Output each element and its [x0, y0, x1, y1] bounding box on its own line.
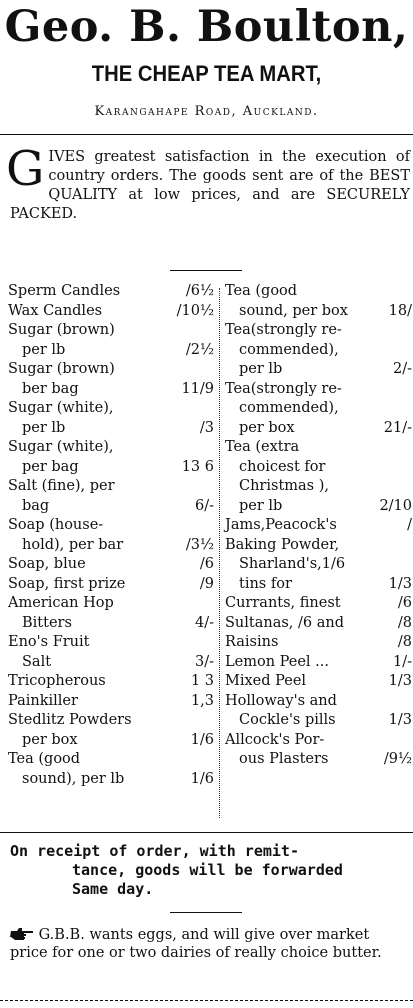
item-name-continued: Cockle's pills — [239, 712, 336, 728]
item-price: 1,3 — [190, 692, 214, 709]
price-item — [8, 438, 214, 477]
item-name: American Hop — [8, 595, 114, 611]
item-name: Sugar (brown) — [8, 322, 115, 338]
price-item — [8, 302, 214, 322]
item-name: Sugar (white), — [8, 400, 114, 416]
price-item — [225, 438, 412, 516]
item-price: /8 — [397, 614, 412, 631]
pointing-hand-icon — [10, 927, 34, 941]
drop-cap: G — [6, 141, 45, 197]
item-name: Raisins — [225, 634, 279, 650]
column-divider — [219, 288, 220, 818]
item-price: /3 — [199, 419, 214, 436]
item-price: /8 — [397, 634, 412, 650]
price-item — [225, 516, 412, 536]
price-item — [8, 575, 214, 595]
item-name-continued: per lb — [239, 497, 283, 514]
item-name-continued: per bag — [22, 458, 79, 475]
price-list-left-column — [8, 282, 214, 789]
item-name: Jams,Peacock's — [225, 517, 337, 533]
intro-text: IVES greatest satisfaction in the execution of country orders. The goods sent are of the BEST QUALITY at low prices, and are SECURELY PACKED. — [10, 149, 410, 222]
item-price: /6 — [397, 595, 412, 611]
advert-subtitle: THE CHEAP TEA MART, — [91, 61, 322, 86]
item-price: 1 3 — [190, 673, 214, 689]
item-name-continued: ber bag — [22, 380, 79, 397]
price-item — [8, 692, 214, 712]
price-item — [8, 321, 214, 360]
item-name: Holloway's and — [225, 692, 337, 709]
item-price: 21/- — [383, 419, 412, 436]
advert-address: Karangahape Road, Auckland. — [94, 104, 319, 119]
price-item — [225, 692, 412, 731]
item-price: 6/- — [194, 497, 214, 514]
order-notice — [10, 842, 410, 899]
price-item — [8, 555, 214, 575]
price-item — [8, 282, 214, 302]
divider-rule — [0, 1000, 413, 1001]
item-name: Sperm Candles — [8, 283, 121, 299]
price-item — [8, 516, 214, 555]
item-price: 18/ — [388, 302, 412, 319]
item-name: Tea (extra — [225, 439, 300, 455]
price-item — [8, 399, 214, 438]
item-name-continued: Salt — [22, 653, 52, 670]
item-name: Sultanas, /6 and — [225, 614, 345, 631]
price-item — [8, 594, 214, 633]
price-item — [8, 672, 214, 692]
item-name: Tea (good — [8, 751, 81, 767]
price-item — [8, 633, 214, 672]
item-name: Currants, finest — [225, 595, 341, 611]
item-name: Soap, blue — [8, 556, 86, 572]
item-name: Soap, first prize — [8, 575, 126, 592]
eggs-notice — [10, 926, 410, 962]
item-name-continued: choicest for — [239, 458, 326, 475]
item-price: 1/- — [392, 653, 412, 670]
item-price: /6½ — [185, 283, 214, 299]
item-name: Stedlitz Powders — [8, 712, 132, 728]
item-price: /9½ — [383, 751, 412, 767]
item-price: /6 — [199, 556, 214, 572]
item-price: 1/3 — [388, 673, 412, 689]
item-name-continued: hold), per bar — [22, 536, 124, 553]
item-price: /2½ — [185, 341, 214, 358]
item-price: 2/- — [392, 361, 412, 377]
item-name-continued: Bitters — [22, 614, 72, 631]
item-name-continued: commended), — [239, 341, 339, 358]
notice-line: On receipt of order, with remit- — [10, 842, 299, 860]
price-item — [8, 360, 214, 399]
divider-rule — [170, 270, 242, 271]
price-item — [225, 594, 412, 614]
price-item — [8, 711, 214, 750]
item-name: Eno's Fruit — [8, 634, 90, 650]
item-price: 2/10 — [379, 497, 412, 514]
item-name-continued: bag — [22, 497, 50, 514]
item-name: Allcock's Por- — [225, 731, 325, 748]
item-price: /10½ — [176, 302, 214, 319]
price-item — [225, 282, 412, 321]
notice-line: Same day. — [72, 880, 154, 898]
price-list-right-column — [225, 282, 412, 770]
eggs-text: G.B.B. wants eggs, and will give over market price for one or two dairies of really choice butter. — [10, 927, 382, 961]
item-name: Tea(strongly re- — [225, 380, 342, 397]
price-item — [8, 750, 214, 789]
item-name: Tricopherous — [8, 673, 106, 689]
intro-paragraph — [6, 141, 410, 224]
item-name-continued: Christmas ), — [239, 478, 329, 494]
item-price: 13 6 — [181, 458, 214, 475]
item-name-continued: per lb — [22, 419, 66, 436]
item-price: 3/- — [194, 653, 214, 670]
price-item — [225, 536, 412, 595]
item-name-continued: per box — [22, 731, 78, 748]
item-price: 11/9 — [181, 380, 214, 397]
price-item — [225, 321, 412, 380]
item-price: 1/3 — [388, 575, 412, 592]
price-item — [8, 477, 214, 516]
item-name: Tea (good — [225, 283, 298, 299]
item-name-continued: sound, per box — [239, 302, 348, 319]
item-price: 1/6 — [190, 731, 214, 748]
item-name-continued: ous Plasters — [239, 751, 329, 767]
item-price: /9 — [199, 575, 214, 592]
item-price: /3½ — [185, 536, 214, 553]
divider-rule — [0, 832, 413, 833]
item-name-continued: Sharland's,1/6 — [239, 556, 346, 572]
item-name: Baking Powder, — [225, 536, 340, 553]
price-item — [225, 672, 412, 692]
item-name: Lemon Peel ... — [225, 653, 329, 670]
item-name-continued: per box — [239, 419, 295, 436]
price-item — [225, 633, 412, 653]
price-item — [225, 731, 412, 770]
item-name: Sugar (white), — [8, 439, 114, 455]
item-name: Salt (fine), per — [8, 478, 115, 494]
item-name: Tea(strongly re- — [225, 322, 342, 338]
item-price: / — [407, 517, 412, 533]
item-name-continued: per lb — [239, 361, 283, 377]
divider-rule — [0, 134, 413, 135]
divider-rule — [170, 912, 242, 913]
item-name: Mixed Peel — [225, 673, 307, 689]
item-price: 1/3 — [388, 712, 412, 728]
advert-title: Geo. B. Boulton, — [4, 2, 409, 52]
price-list — [8, 282, 412, 830]
item-name: Soap (house- — [8, 517, 104, 533]
item-name-continued: tins for — [239, 575, 292, 592]
notice-line: tance, goods will be forwarded — [72, 861, 343, 879]
item-price: 4/- — [194, 614, 214, 631]
item-name-continued: commended), — [239, 400, 339, 416]
item-name: Painkiller — [8, 692, 78, 709]
item-name-continued: sound), per lb — [22, 770, 125, 787]
item-price: 1/6 — [190, 770, 214, 787]
price-item — [225, 614, 412, 634]
item-name-continued: per lb — [22, 341, 66, 358]
price-item — [225, 380, 412, 439]
item-name: Wax Candles — [8, 302, 103, 319]
item-name: Sugar (brown) — [8, 361, 115, 377]
price-item — [225, 653, 412, 673]
